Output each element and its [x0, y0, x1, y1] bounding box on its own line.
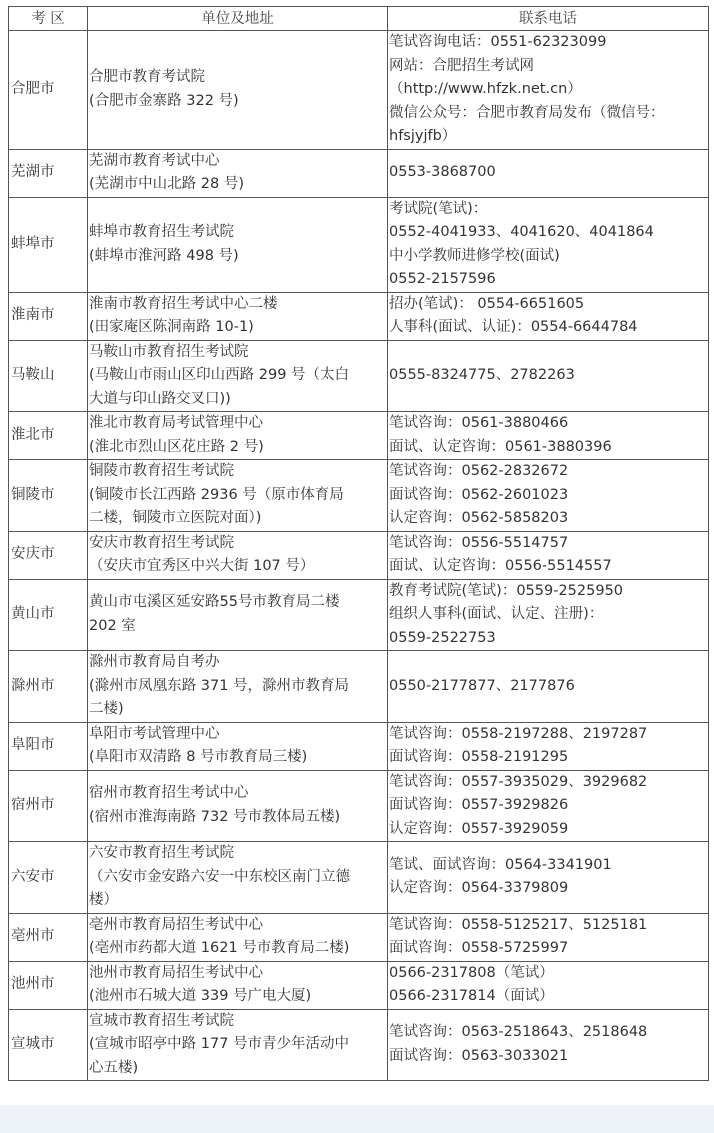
address-line: (铜陵市长江西路 2936 号（原市体育局 — [89, 486, 344, 503]
contact-line: 面试咨询：0558-2191295 — [389, 749, 569, 765]
region-cell: 亳州市 — [9, 913, 88, 961]
address-line: 二楼，铜陵市立医院对面）) — [89, 510, 262, 526]
contact-line: 笔试咨询：0556-5514757 — [389, 534, 569, 551]
contact-line: 笔试咨询：0562-2832672 — [389, 463, 569, 479]
contact-line: 认定咨询：0562-5858203 — [389, 510, 569, 526]
region-cell: 合肥市 — [9, 31, 88, 150]
contact-line: 笔试咨询：0558-2197288、2197287 — [389, 725, 648, 742]
address-line: 马鞍山市教育招生考试院 — [89, 343, 249, 360]
contact-line: 面试咨询：0563-3033021 — [389, 1047, 569, 1064]
region-cell: 安庆市 — [9, 531, 88, 579]
contact-line: 面试、认定咨询：0556-5514557 — [389, 558, 612, 574]
region-cell: 淮北市 — [9, 412, 88, 460]
address-line: 心五楼) — [89, 1059, 139, 1076]
table-row — [9, 1009, 709, 1081]
address-line: (芜湖市中山北路 28 号) — [89, 176, 244, 192]
contact-line: 0555-8324775、2782263 — [389, 367, 575, 383]
address-line: （安庆市宜秀区中兴大街 107 号） — [89, 558, 315, 574]
address-line: (滁州市凤凰东路 371 号，滁州市教育局 — [89, 677, 350, 694]
address-line: (合肥市金寨路 322 号) — [89, 92, 239, 109]
contact-line: 笔试咨询电话：0551-62323099 — [389, 34, 607, 50]
region-cell: 阜阳市 — [9, 722, 88, 770]
address-line: (宣城市昭亭中路 177 号市青少年活动中 — [89, 1036, 350, 1052]
region-cell: 铜陵市 — [9, 460, 88, 532]
table-row — [9, 770, 709, 842]
exam-contact-table — [8, 6, 709, 1081]
contact-line: 面试咨询：0557-3929826 — [389, 797, 569, 813]
region-cell: 马鞍山 — [9, 340, 88, 412]
contact-line: 认定咨询：0557-3929059 — [389, 820, 569, 837]
contact-line: 笔试咨询：0563-2518643、2518648 — [389, 1024, 648, 1041]
region-cell: 淮南市 — [9, 292, 88, 340]
table-row — [9, 651, 709, 723]
region-cell: 宣城市 — [9, 1009, 88, 1081]
table-row — [9, 197, 709, 292]
contact-line: 0553-3868700 — [389, 164, 496, 181]
region-cell: 芜湖市 — [9, 149, 88, 197]
address-line: 大道与印山路交叉口)) — [89, 390, 231, 407]
region-cell: 六安市 — [9, 842, 88, 914]
contact-cell — [388, 531, 709, 579]
contact-line: 面试咨询：0558-5725997 — [389, 940, 569, 956]
contact-line: 招办(笔试)： 0554-6651605 — [389, 295, 585, 312]
contact-cell — [388, 292, 709, 340]
contact-cell — [388, 31, 709, 150]
address-line: 黄山市屯溪区延安路55号市教育局二楼 — [89, 594, 340, 611]
address-cell — [88, 579, 388, 651]
table-row — [9, 292, 709, 340]
address-cell — [88, 292, 388, 340]
contact-cell — [388, 770, 709, 842]
table-row — [9, 531, 709, 579]
header-address: 单位及地址 — [88, 7, 388, 31]
region-cell: 黄山市 — [9, 579, 88, 651]
table-row — [9, 961, 709, 1009]
address-cell — [88, 531, 388, 579]
address-cell — [88, 842, 388, 914]
contact-line: 0566-2317814（面试） — [389, 988, 554, 1004]
contact-line: 面试咨询：0562-2601023 — [389, 486, 569, 503]
address-cell — [88, 913, 388, 961]
contact-cell — [388, 842, 709, 914]
table-row — [9, 149, 709, 197]
address-line: 淮南市教育招生考试中心二楼 — [89, 295, 278, 312]
contact-line: 组织人事科(面试、认定、注册)： — [389, 606, 604, 622]
contact-line: 0550-2177877、2177876 — [389, 677, 575, 694]
contact-line: 认定咨询：0564-3379809 — [389, 880, 569, 897]
address-line: 二楼) — [89, 701, 124, 717]
address-cell — [88, 412, 388, 460]
address-line: 合肥市教育考试院 — [89, 69, 205, 86]
address-line: (亳州市药都大道 1621 号市教育局二楼) — [89, 940, 350, 956]
table-row — [9, 842, 709, 914]
table-row — [9, 460, 709, 532]
address-line: 安庆市教育招生考试院 — [89, 534, 234, 551]
table-row — [9, 340, 709, 412]
contact-line: 考试院(笔试)： — [389, 200, 488, 217]
contact-cell — [388, 961, 709, 1009]
contact-cell — [388, 460, 709, 532]
table-row — [9, 31, 709, 150]
region-cell: 池州市 — [9, 961, 88, 1009]
contact-cell — [388, 197, 709, 292]
region-cell: 蚌埠市 — [9, 197, 88, 292]
address-line: 亳州市教育局招生考试中心 — [89, 916, 263, 933]
address-line: 202 室 — [89, 617, 136, 634]
address-line: (宿州市淮海南路 732 号市教体局五楼) — [89, 808, 341, 825]
contact-cell — [388, 412, 709, 460]
contact-line: 面试、认定咨询：0561-3880396 — [389, 438, 612, 455]
address-cell — [88, 197, 388, 292]
address-line: 淮北市教育局考试管理中心 — [89, 415, 263, 431]
contact-line: 笔试、面试咨询：0564-3341901 — [389, 856, 612, 873]
header-contact: 联系电话 — [388, 7, 709, 31]
table-body — [9, 31, 709, 1081]
address-cell — [88, 770, 388, 842]
contact-line: 0566-2317808（笔试） — [389, 964, 554, 981]
address-cell — [88, 149, 388, 197]
address-cell — [88, 340, 388, 412]
contact-line: 人事科(面试、认证)：0554-6644784 — [389, 319, 638, 335]
address-cell — [88, 961, 388, 1009]
address-line: 宣城市教育招生考试院 — [89, 1012, 234, 1029]
contact-cell — [388, 340, 709, 412]
contact-cell — [388, 579, 709, 651]
contact-line: 笔试咨询：0561-3880466 — [389, 415, 569, 431]
address-cell — [88, 31, 388, 150]
address-line: 池州市教育局招生考试中心 — [89, 964, 263, 981]
contact-line: 0559-2522753 — [389, 629, 496, 646]
address-cell — [88, 1009, 388, 1081]
table-row — [9, 722, 709, 770]
contact-line: 笔试咨询：0557-3935029、3929682 — [389, 773, 648, 790]
table-row — [9, 412, 709, 460]
address-line: (淮北市烈山区花庄路 2 号) — [89, 438, 264, 455]
contact-line: （http://www.hfzk.net.cn） — [389, 81, 582, 97]
contact-line: 0552-4041933、4041620、4041864 — [389, 224, 654, 240]
address-line: 蚌埠市教育招生考试院 — [89, 224, 234, 240]
contact-cell — [388, 651, 709, 723]
address-line: 宿州市教育招生考试中心 — [89, 785, 249, 802]
address-line: (池州市石城大道 339 号广电大厦) — [89, 988, 312, 1004]
address-line: 楼） — [89, 892, 118, 908]
contact-line: 0552-2157596 — [389, 271, 496, 287]
contact-line: 网站：合肥招生考试网 — [389, 57, 534, 74]
address-line: （六安市金安路六安一中东校区南门立德 — [89, 868, 350, 885]
contact-line: 微信公众号：合肥市教育局发布（微信号： — [389, 104, 665, 121]
header-region: 考 区 — [9, 7, 88, 31]
contact-cell — [388, 722, 709, 770]
address-cell — [88, 651, 388, 723]
contact-line: 教育考试院(笔试)：0559-2525950 — [389, 582, 624, 599]
table-row — [9, 579, 709, 651]
address-line: 六安市教育招生考试院 — [89, 845, 234, 861]
contact-line: 中小学教师进修学校(面试) — [389, 247, 560, 264]
contact-cell — [388, 1009, 709, 1081]
contact-cell — [388, 149, 709, 197]
address-cell — [88, 460, 388, 532]
table-header-row — [9, 7, 709, 31]
address-line: 芜湖市教育考试中心 — [89, 152, 220, 169]
address-line: (马鞍山市雨山区印山西路 299 号（太白 — [89, 367, 350, 383]
address-cell — [88, 722, 388, 770]
contact-cell — [388, 913, 709, 961]
region-cell: 宿州市 — [9, 770, 88, 842]
address-line: (阜阳市双清路 8 号市教育局三楼) — [89, 749, 308, 765]
contact-line: 笔试咨询：0558-5125217、5125181 — [389, 916, 648, 933]
address-line: (田家庵区陈洞南路 10-1) — [89, 319, 254, 335]
contact-line: hfsjyjfb） — [389, 128, 457, 144]
address-line: (蚌埠市淮河路 498 号) — [89, 247, 239, 264]
address-line: 滁州市教育局自考办 — [89, 654, 220, 670]
region-cell: 滁州市 — [9, 651, 88, 723]
table-row — [9, 913, 709, 961]
address-line: 阜阳市考试管理中心 — [89, 725, 220, 742]
address-line: 铜陵市教育招生考试院 — [89, 463, 234, 479]
